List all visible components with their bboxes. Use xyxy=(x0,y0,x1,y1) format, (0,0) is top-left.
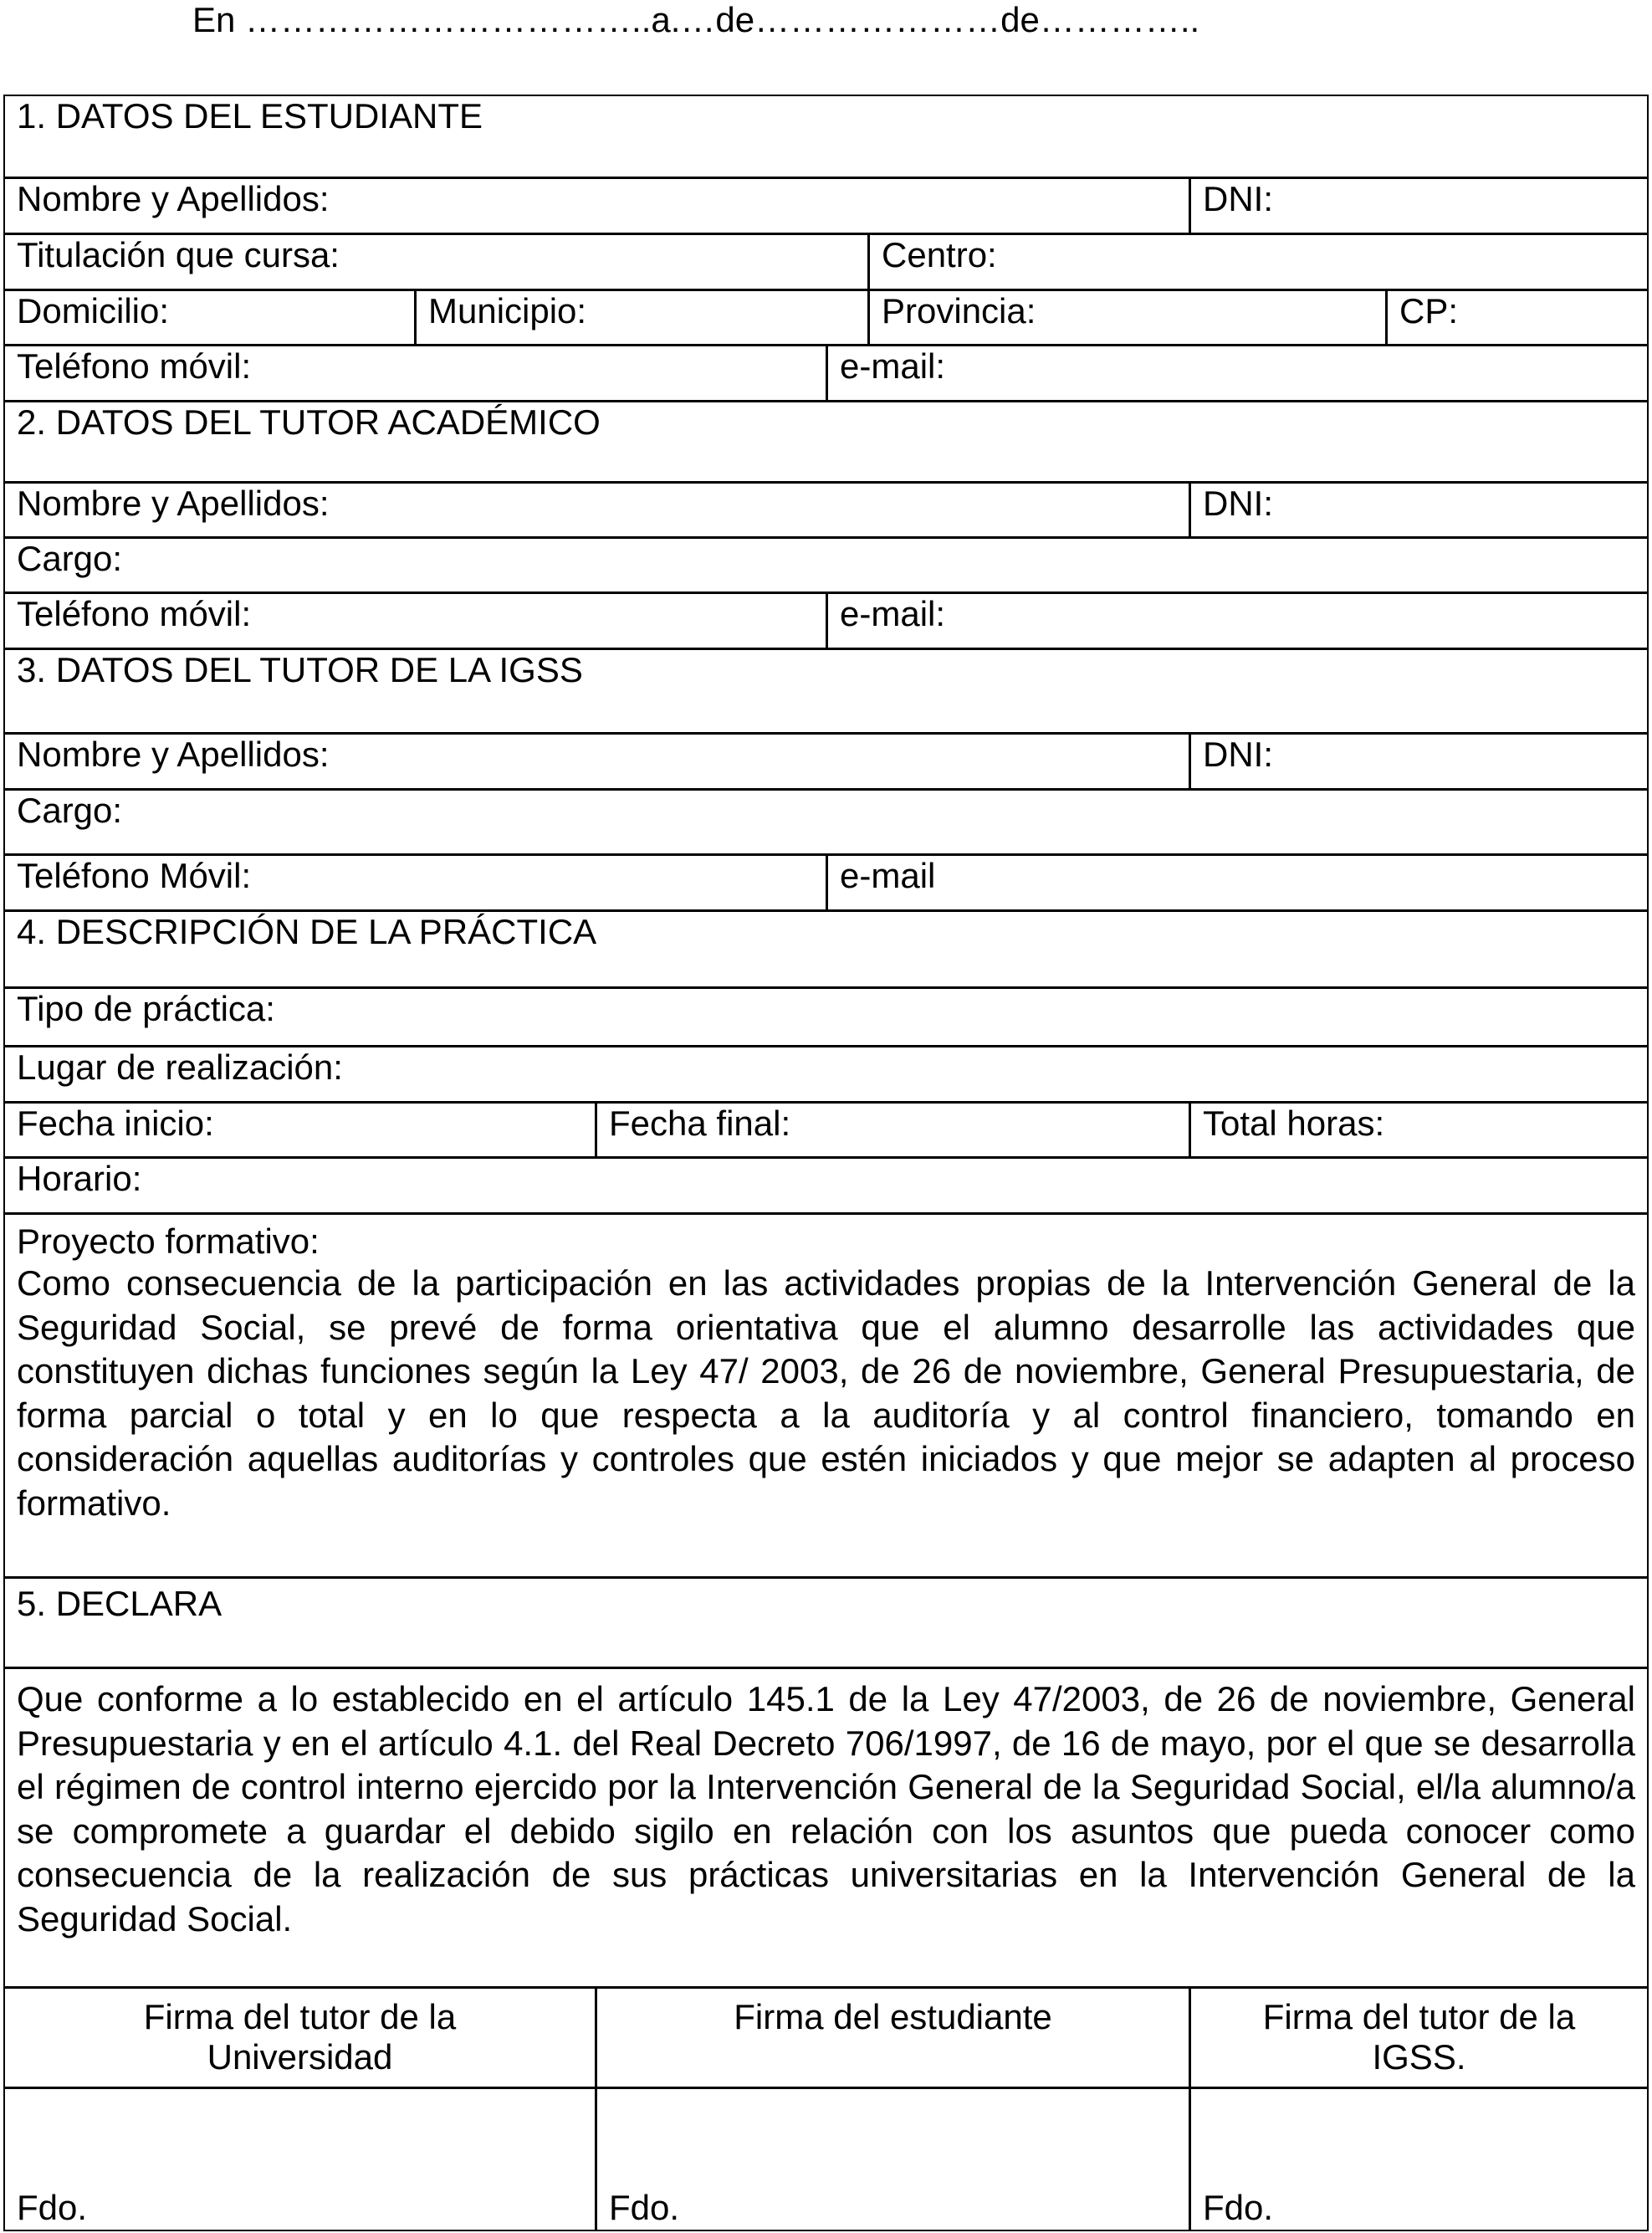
student-name-field[interactable] xyxy=(3,177,1190,234)
signature-header-university-tutor xyxy=(3,1987,596,2088)
student-mobile-field[interactable] xyxy=(3,345,827,402)
academic-tutor-dni-label: DNI: xyxy=(1203,484,1273,523)
student-section-heading: 1. DATOS DEL ESTUDIANTE xyxy=(3,95,1649,178)
student-postal-code-label: CP: xyxy=(1399,291,1459,330)
igss-tutor-position-label: Cargo: xyxy=(17,791,123,830)
fdo-student: Fdo. xyxy=(609,2188,680,2227)
practice-place-label: Lugar de realización: xyxy=(17,1047,343,1087)
student-address-label: Domicilio: xyxy=(17,291,170,330)
practice-section-heading: 4. DESCRIPCIÓN DE LA PRÁCTICA xyxy=(3,910,1649,988)
signature-box-university-tutor[interactable] xyxy=(3,2087,596,2231)
signature-header-student xyxy=(596,1987,1190,2088)
practice-start-date-field[interactable] xyxy=(3,1102,596,1158)
academic-tutor-position-label: Cargo: xyxy=(17,539,123,578)
academic-tutor-mobile-field[interactable] xyxy=(3,592,827,649)
practice-place-field[interactable] xyxy=(3,1046,1649,1103)
academic-tutor-email-label: e-mail: xyxy=(840,594,946,633)
student-postal-code-field[interactable] xyxy=(1386,289,1649,346)
student-degree-field[interactable] xyxy=(3,233,869,290)
student-address-field[interactable] xyxy=(3,289,416,346)
student-municipality-label: Municipio: xyxy=(428,291,587,330)
igss-tutor-mobile-field[interactable] xyxy=(3,854,827,911)
signature-university-tutor-label: Firma del tutor de la Universidad xyxy=(143,1997,457,2077)
academic-tutor-dni-field[interactable] xyxy=(1189,482,1649,538)
practice-project-block xyxy=(3,1213,1649,1578)
student-center-label: Centro: xyxy=(882,235,997,274)
student-municipality-field[interactable] xyxy=(415,289,869,346)
signature-box-student[interactable] xyxy=(596,2087,1190,2231)
igss-tutor-mobile-label: Teléfono Móvil: xyxy=(17,856,252,895)
fdo-igss-tutor: Fdo. xyxy=(1203,2188,1274,2227)
igss-tutor-position-field[interactable] xyxy=(3,789,1649,855)
signature-header-igss-tutor xyxy=(1189,1987,1649,2088)
practice-end-date-field[interactable] xyxy=(596,1102,1190,1158)
practice-schedule-field[interactable] xyxy=(3,1157,1649,1214)
practice-schedule-label: Horario: xyxy=(17,1159,142,1198)
declaration-text: Que conforme a lo establecido en el artículo 145.1 de la Ley 47/2003, de 26 de noviembre, General Presupuestaria y en el artículo 4.1. del Real Decreto 706/1997, de 16 de mayo, por el que se desarrolla el régimen de control interno ejercido por la Intervención General de la Seguridad Social, el/la alumno/a se compromete a guardar el debido sigilo en relación con los asuntos que pueda conocer como consecuencia de la realización de sus prácticas universitarias en la Intervención General de la Seguridad Social. xyxy=(17,1679,1635,1939)
student-center-field[interactable] xyxy=(868,233,1649,290)
fdo-university-tutor: Fdo. xyxy=(17,2188,88,2227)
student-name-label: Nombre y Apellidos: xyxy=(17,179,330,218)
student-degree-label: Titulación que cursa: xyxy=(17,235,340,274)
practice-type-field[interactable] xyxy=(3,987,1649,1047)
declaration-block xyxy=(3,1667,1649,1988)
student-dni-label: DNI: xyxy=(1203,179,1273,218)
signature-igss-tutor-label: Firma del tutor de la IGSS. xyxy=(1262,1997,1576,2077)
student-email-label: e-mail: xyxy=(840,346,946,386)
academic-tutor-position-field[interactable] xyxy=(3,537,1649,593)
declaration-heading-label: 5. DECLARA xyxy=(17,1584,222,1623)
practice-project-label: Proyecto formativo: xyxy=(17,1221,320,1261)
student-email-field[interactable] xyxy=(826,345,1649,402)
igss-tutor-name-field[interactable] xyxy=(3,733,1190,790)
igss-tutor-email-label: e-mail xyxy=(840,856,936,895)
academic-tutor-name-label: Nombre y Apellidos: xyxy=(17,484,330,523)
declaration-section-heading xyxy=(3,1577,1649,1668)
practice-start-date-label: Fecha inicio: xyxy=(17,1104,214,1143)
student-mobile-label: Teléfono móvil: xyxy=(17,346,252,386)
signature-student-label: Firma del estudiante xyxy=(734,1997,1052,2036)
student-province-field[interactable] xyxy=(868,289,1387,346)
igss-tutor-dni-field[interactable] xyxy=(1189,733,1649,790)
academic-tutor-section-heading: 2. DATOS DEL TUTOR ACADÉMICO xyxy=(3,401,1649,483)
practice-project-text: Como consecuencia de la participación en las actividades propias de la Intervención General de la Seguridad Social, se prevé de forma orientativa que el alumno desarrolle las actividades que constituyen dichas funciones según la Ley 47/ 2003, de 26 de noviembre, General Presupuestaria, de forma parcial o total y en lo que respecta a la auditoría y al control financiero, tomando en consideración aquellas auditorías y controles que estén iniciados y que mejor se adapten al proceso formativo. xyxy=(17,1263,1635,1523)
practice-end-date-label: Fecha final: xyxy=(609,1104,791,1143)
signature-box-igss-tutor[interactable] xyxy=(1189,2087,1649,2231)
practice-total-hours-label: Total horas: xyxy=(1203,1104,1385,1143)
igss-tutor-email-field[interactable] xyxy=(826,854,1649,911)
igss-tutor-name-label: Nombre y Apellidos: xyxy=(17,735,330,774)
igss-tutor-section-heading: 3. DATOS DEL TUTOR DE LA IGSS xyxy=(3,648,1649,734)
student-province-label: Provincia: xyxy=(882,291,1036,330)
igss-tutor-dni-label: DNI: xyxy=(1203,735,1273,774)
date-line: En ……………………………..a.…de…………………de………….. xyxy=(192,0,1200,39)
academic-tutor-email-field[interactable] xyxy=(826,592,1649,649)
student-dni-field[interactable] xyxy=(1189,177,1649,234)
academic-tutor-mobile-label: Teléfono móvil: xyxy=(17,594,252,633)
practice-total-hours-field[interactable] xyxy=(1189,1102,1649,1158)
practice-type-label: Tipo de práctica: xyxy=(17,989,275,1028)
academic-tutor-name-field[interactable] xyxy=(3,482,1190,538)
